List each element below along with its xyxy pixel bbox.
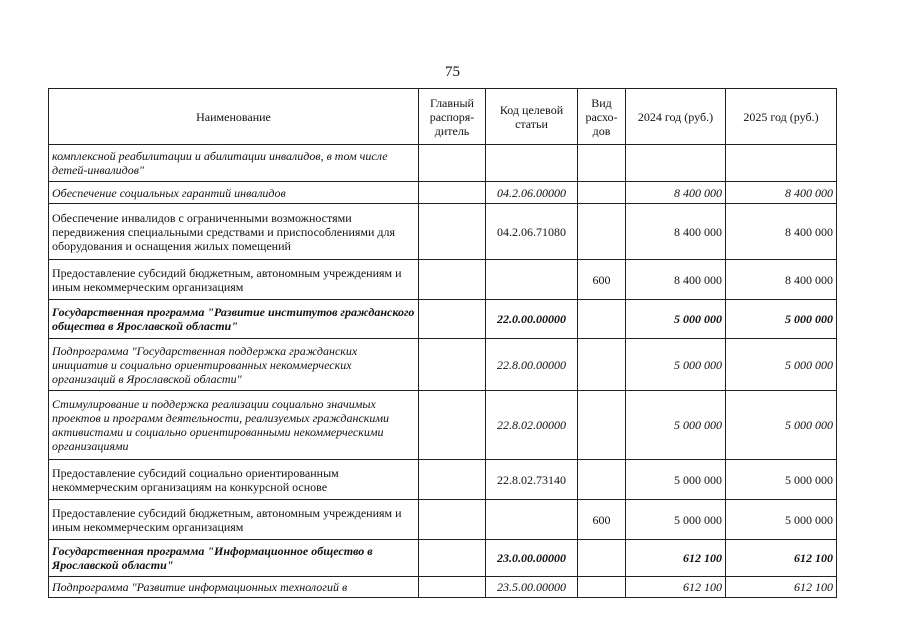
- row-type: [578, 204, 626, 260]
- table-row: [49, 182, 837, 204]
- table-row: [49, 145, 837, 182]
- row-code: 22.8.02.00000: [486, 391, 578, 460]
- row-2024: 5 000 000: [626, 460, 726, 500]
- budget-table: [48, 88, 837, 598]
- row-type: [578, 145, 626, 182]
- row-admin: [419, 391, 486, 460]
- row-name: Предоставление субсидий бюджетным, автономным учреждениям и иным некоммерческим организациям: [49, 260, 419, 300]
- row-type: 600: [578, 260, 626, 300]
- row-2024: 8 400 000: [626, 182, 726, 204]
- table-row: [49, 577, 837, 598]
- row-2024: 5 000 000: [626, 300, 726, 339]
- row-name: Подпрограмма "Развитие информационных технологий в: [49, 577, 419, 598]
- table-row: [49, 300, 837, 339]
- table-row: [49, 204, 837, 260]
- row-admin: [419, 500, 486, 540]
- row-2024: 8 400 000: [626, 204, 726, 260]
- table-row: [49, 260, 837, 300]
- row-type: [578, 300, 626, 339]
- row-code: 22.8.00.00000: [486, 339, 578, 391]
- row-2025: 5 000 000: [726, 339, 837, 391]
- row-name: Предоставление субсидий социально ориентированным некоммерческим организациям на конкурсной основе: [49, 460, 419, 500]
- row-name: Стимулирование и поддержка реализации социально значимых проектов и программ деятельности, реализуемых гражданскими активистами и социально ориентированными некоммерческими организациями: [49, 391, 419, 460]
- row-admin: [419, 540, 486, 577]
- row-2025: 612 100: [726, 577, 837, 598]
- header-expense-type: Вид расхо-дов: [578, 89, 626, 145]
- row-code: [486, 145, 578, 182]
- table-row: [49, 339, 837, 391]
- row-name: комплексной реабилитации и абилитации инвалидов, в том числе детей-инвалидов": [49, 145, 419, 182]
- row-2025: 5 000 000: [726, 300, 837, 339]
- row-name: Государственная программа "Развитие институтов гражданского общества в Ярославской области": [49, 300, 419, 339]
- table-row: [49, 391, 837, 460]
- row-2025: 5 000 000: [726, 391, 837, 460]
- row-name: Государственная программа "Информационное общество в Ярославской области": [49, 540, 419, 577]
- row-2024: 5 000 000: [626, 500, 726, 540]
- row-2025: 8 400 000: [726, 260, 837, 300]
- row-2025: [726, 145, 837, 182]
- row-2025: 8 400 000: [726, 182, 837, 204]
- row-type: [578, 577, 626, 598]
- row-2024: 612 100: [626, 577, 726, 598]
- row-2024: 8 400 000: [626, 260, 726, 300]
- table-row: [49, 500, 837, 540]
- row-admin: [419, 577, 486, 598]
- row-code: [486, 260, 578, 300]
- row-2025: 5 000 000: [726, 500, 837, 540]
- row-type: [578, 460, 626, 500]
- row-admin: [419, 300, 486, 339]
- row-admin: [419, 339, 486, 391]
- header-target-code: Код целевой статьи: [486, 89, 578, 145]
- header-2025: 2025 год (руб.): [726, 89, 837, 145]
- row-type: [578, 339, 626, 391]
- row-type: 600: [578, 500, 626, 540]
- row-code: 04.2.06.00000: [486, 182, 578, 204]
- row-2025: 612 100: [726, 540, 837, 577]
- header-2024: 2024 год (руб.): [626, 89, 726, 145]
- row-2024: [626, 145, 726, 182]
- row-type: [578, 540, 626, 577]
- row-2025: 8 400 000: [726, 204, 837, 260]
- row-admin: [419, 260, 486, 300]
- row-name: Предоставление субсидий бюджетным, автономным учреждениям и иным некоммерческим организациям: [49, 500, 419, 540]
- row-code: [486, 500, 578, 540]
- row-2025: 5 000 000: [726, 460, 837, 500]
- row-admin: [419, 182, 486, 204]
- page-number: 75: [445, 64, 460, 80]
- row-2024: 5 000 000: [626, 339, 726, 391]
- row-type: [578, 391, 626, 460]
- header-admin: Главный распоря-дитель: [419, 89, 486, 145]
- header-row: [49, 89, 837, 145]
- row-admin: [419, 145, 486, 182]
- row-admin: [419, 204, 486, 260]
- row-code: 23.5.00.00000: [486, 577, 578, 598]
- row-code: 04.2.06.71080: [486, 204, 578, 260]
- row-name: Подпрограмма "Государственная поддержка гражданских инициатив и социально ориентированных некоммерческих организаций в Ярославской области": [49, 339, 419, 391]
- row-code: 22.8.02.73140: [486, 460, 578, 500]
- table-row: [49, 540, 837, 577]
- row-admin: [419, 460, 486, 500]
- row-code: 22.0.00.00000: [486, 300, 578, 339]
- row-name: Обеспечение социальных гарантий инвалидов: [49, 182, 419, 204]
- row-code: 23.0.00.00000: [486, 540, 578, 577]
- row-type: [578, 182, 626, 204]
- table-row: [49, 460, 837, 500]
- row-name: Обеспечение инвалидов с ограниченными возможностями передвижения специальными средствами и приспособлениями для оборудования и оснащения жилых помещений: [49, 204, 419, 260]
- row-2024: 5 000 000: [626, 391, 726, 460]
- header-name: Наименование: [49, 89, 419, 145]
- row-2024: 612 100: [626, 540, 726, 577]
